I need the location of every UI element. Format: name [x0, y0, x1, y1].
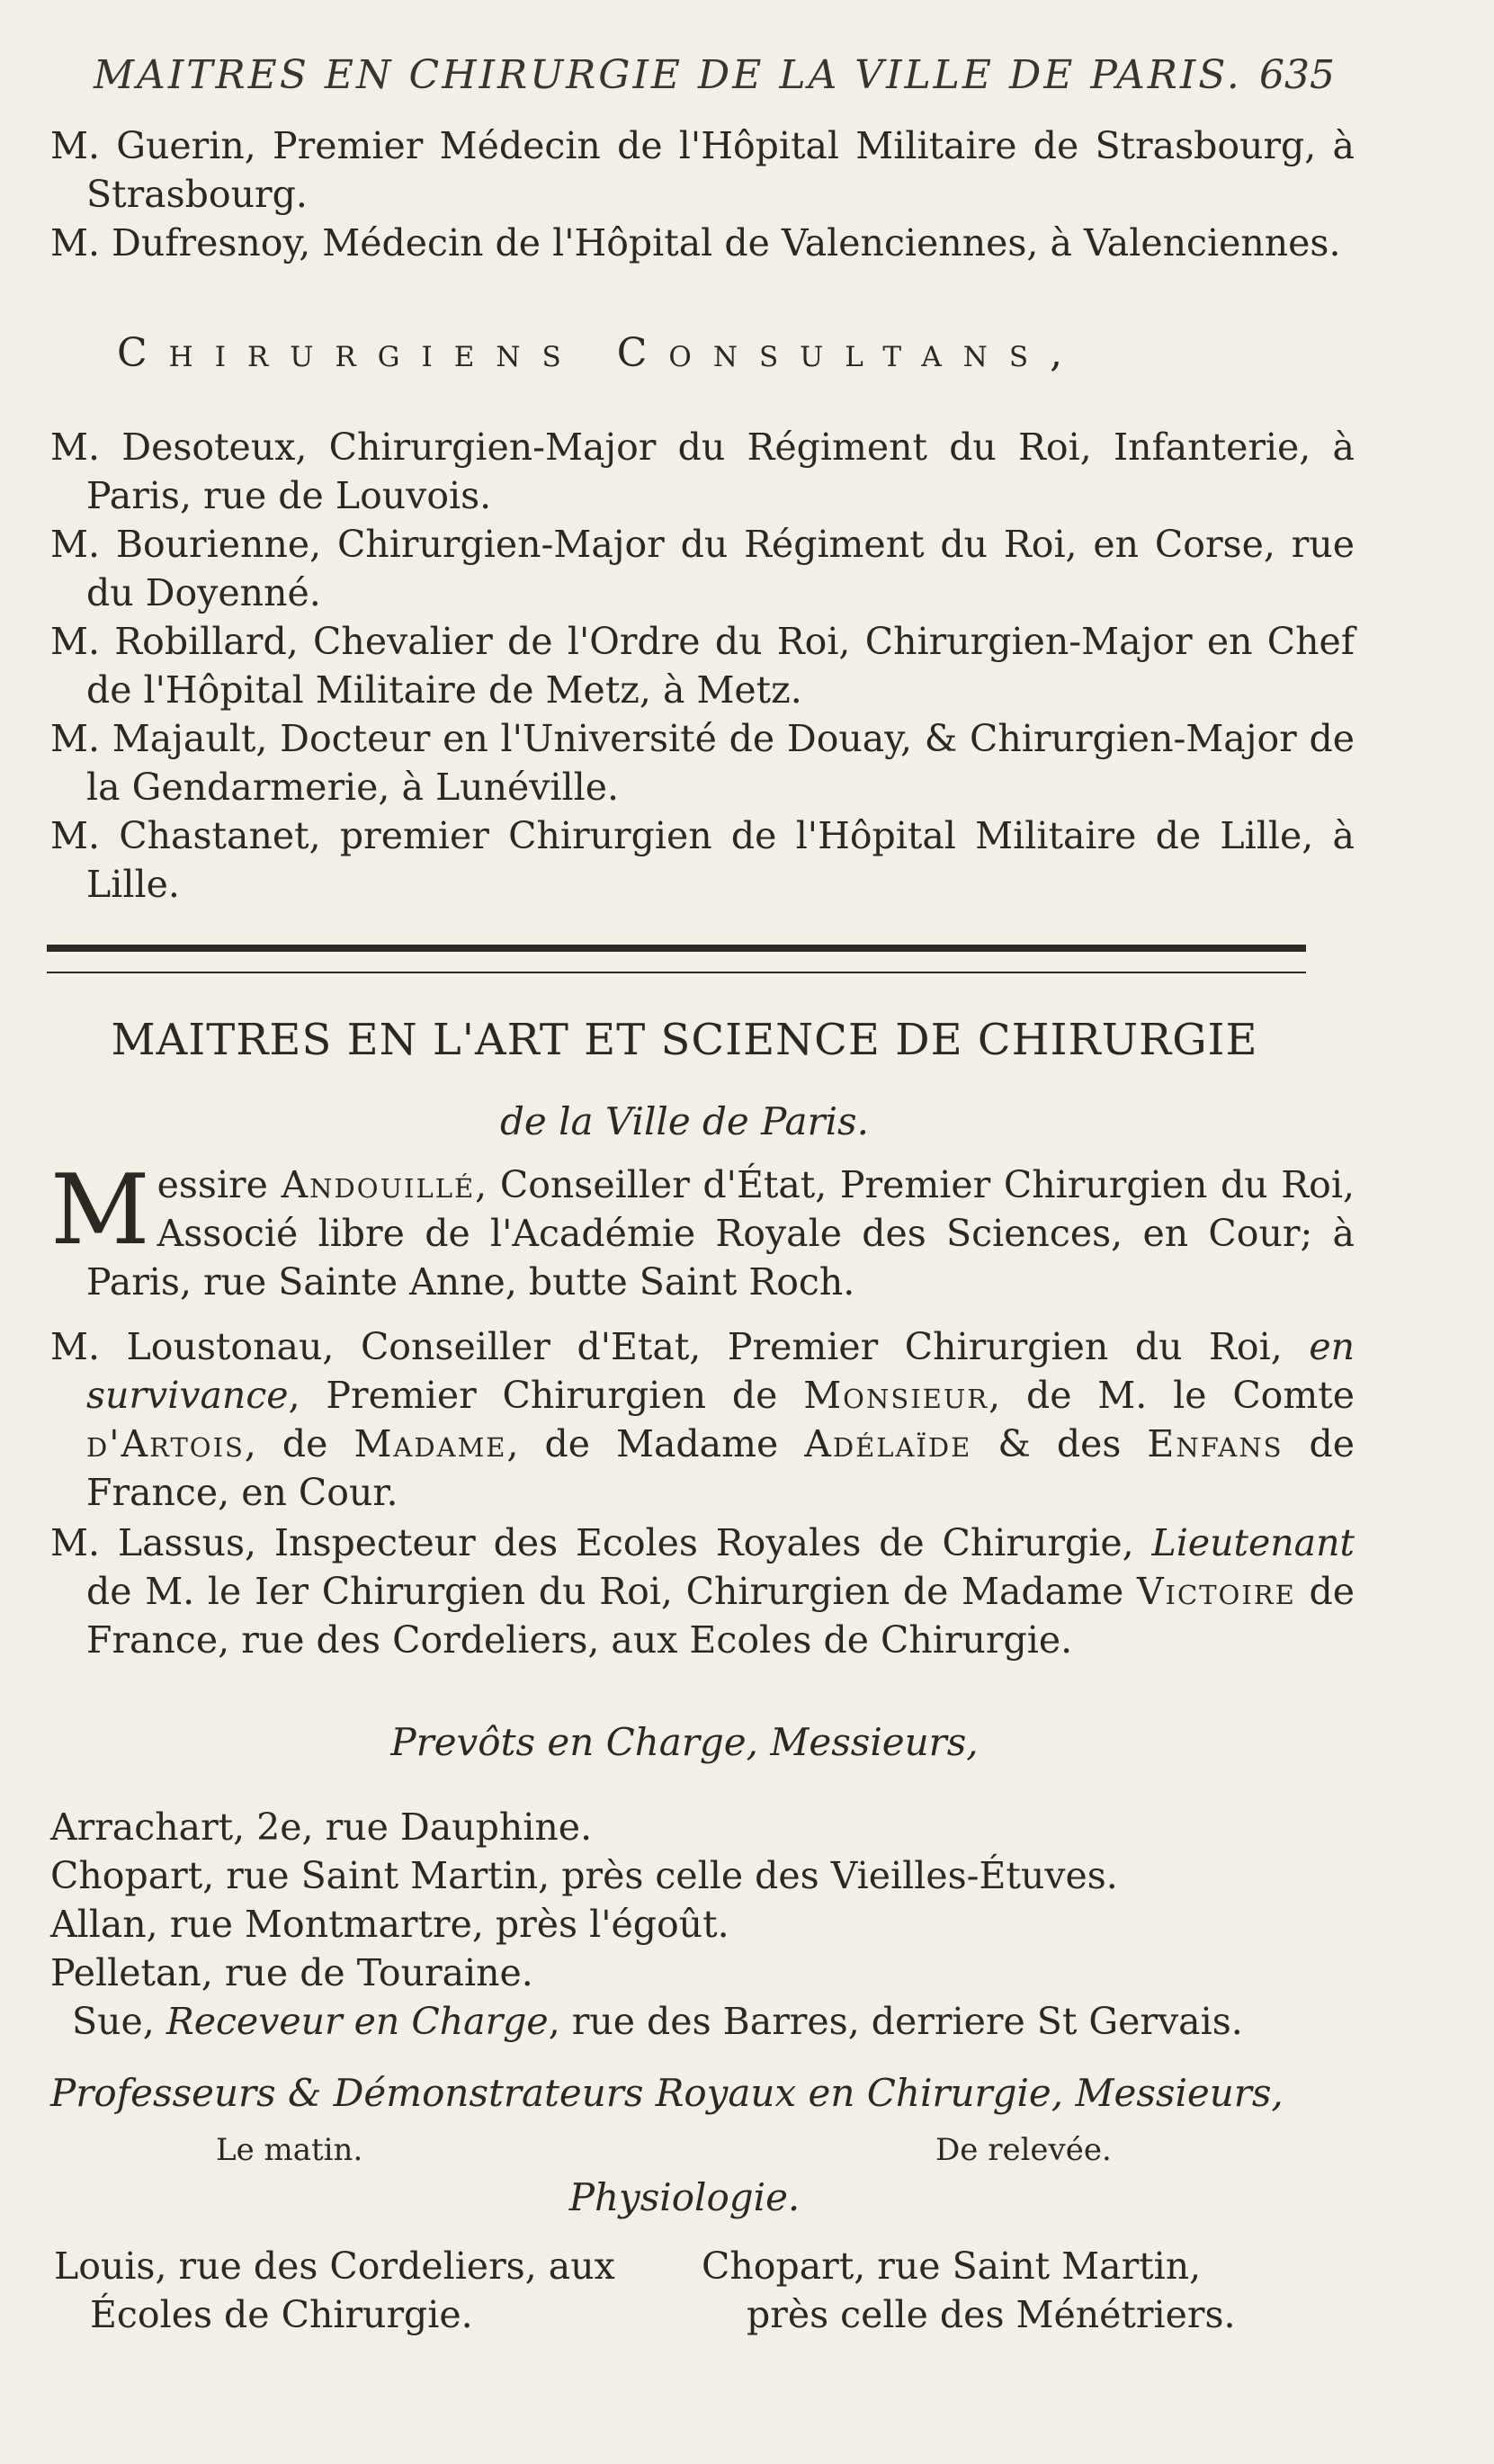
prevot-entry: Allan, rue Montmartre, près l'égoût. [50, 1903, 729, 1946]
professeurs-heading: Professeurs & Démonstrateurs Royaux en Chirurgie, Messieurs, [50, 2071, 1284, 2115]
title-name: Enfans [1147, 1422, 1284, 1465]
section-title: MAITRES EN L'ART ET SCIENCE DE CHIRURGIE [111, 1015, 1258, 1065]
drop-cap: M [50, 1154, 150, 1267]
master-name: Andouillé [281, 1163, 476, 1206]
consultant-entry: M. Robillard, Chevalier de l'Ordre du Roi, Chirurgien-Major en Chef de l'Hôpital Militaire de Metz, à Metz. [50, 620, 1355, 712]
entry-text: M. Loustonau, Conseiller d'Etat, Premier Chirurgien du Roi, [50, 1325, 1310, 1368]
entry-text: M. Lassus, Inspecteur des Ecoles Royales de Chirurgie, [50, 1521, 1152, 1564]
thin-rule [47, 972, 1306, 973]
entry-text: , rue des Barres, derriere St Gervais. [548, 2000, 1243, 2043]
consultant-entry: M. Bourienne, Chirurgien-Major du Régiment du Roi, en Corse, rue du Doyenné. [50, 523, 1355, 614]
consultant-entry: M. Majault, Docteur en l'Université de Douay, & Chirurgien-Major de la Gendarmerie, à Lunéville. [50, 717, 1355, 809]
title-name: d'Artois [86, 1422, 245, 1465]
italic-text: en survivance [86, 1325, 1355, 1417]
physician-entry: M. Guerin, Premier Médecin de l'Hôpital Militaire de Strasbourg, à Strasbourg. [50, 124, 1355, 216]
physiologie-left-line: Louis, rue des Cordeliers, aux [54, 2244, 615, 2288]
prevot-entry: Chopart, rue Saint Martin, près celle des Vieilles-Étuves. [50, 1854, 1118, 1897]
prevots-heading: Prevôts en Charge, Messieurs, [390, 1720, 979, 1764]
title-name: Madame [353, 1422, 507, 1465]
physiologie-right-line: Chopart, rue Saint Martin, [702, 2244, 1202, 2288]
consultant-entry: M. Chastanet, premier Chirurgien de l'Hôpital Militaire de Lille, à Lille. [50, 814, 1355, 906]
entry-text: & des [971, 1422, 1148, 1465]
master-entry-lassus [50, 1519, 1355, 1664]
entry-text: Sue, [72, 2000, 166, 2043]
entry-text: essire [157, 1163, 282, 1206]
running-head [94, 52, 1335, 110]
section-subtitle: de la Ville de Paris. [500, 1099, 869, 1143]
physiologie-right-line: près celle des Ménétriers. [747, 2293, 1236, 2336]
entry-text: , Conseiller d'État, Premier Chirurgien du Roi, Associé libre de l'Académie Royale des Sciences, en Cour; à Paris, rue Sainte Anne, butte Saint Roch. [86, 1163, 1355, 1304]
receveur-entry [72, 1997, 1349, 2046]
title-name: Victoire [1136, 1570, 1296, 1613]
italic-text: Receveur en Charge [166, 2000, 549, 2043]
entry-text: , de M. le Comte [989, 1374, 1355, 1417]
prevot-entry: Arrachart, 2e, rue Dauphine. [50, 1805, 593, 1849]
entry-text: , de [244, 1422, 354, 1465]
thick-rule [47, 945, 1306, 952]
prevot-entry: Pelletan, rue de Touraine. [50, 1951, 533, 1994]
page-number: 635 [1259, 52, 1335, 98]
physiologie-left-line: Écoles de Chirurgie. [90, 2293, 473, 2336]
physician-entry: M. Dufresnoy, Médecin de l'Hôpital de Valenciennes, à Valenciennes. [50, 221, 1341, 264]
title-name: Monsieur [803, 1374, 989, 1417]
master-entry-loustonau [50, 1322, 1355, 1517]
physiologie-heading: Physiologie. [568, 2175, 801, 2219]
running-title: MAITRES EN CHIRURGIE DE LA VILLE DE PARIS. [94, 52, 1242, 98]
italic-text: Lieutenant [1151, 1521, 1355, 1564]
title-name: Adélaïde [804, 1422, 972, 1465]
consultants-heading: Chirurgiens Consultans, [117, 330, 1085, 376]
entry-text: , de Madame [506, 1422, 805, 1465]
entry-text: de M. le Ier Chirurgien du Roi, Chirurgien de Madame [86, 1570, 1137, 1613]
morning-label: Le matin. [216, 2132, 363, 2168]
entry-text: , Premier Chirurgien de [288, 1374, 804, 1417]
entry-text: de France, en Cour. [86, 1422, 1355, 1514]
consultant-entry: M. Desoteux, Chirurgien-Major du Régiment du Roi, Infanterie, à Paris, rue de Louvois. [50, 426, 1355, 517]
entry-text: de France, rue des Cordeliers, aux Ecoles de Chirurgie. [86, 1570, 1355, 1662]
afternoon-label: De relevée. [935, 2132, 1112, 2168]
master-entry-andouille [50, 1154, 1355, 1306]
